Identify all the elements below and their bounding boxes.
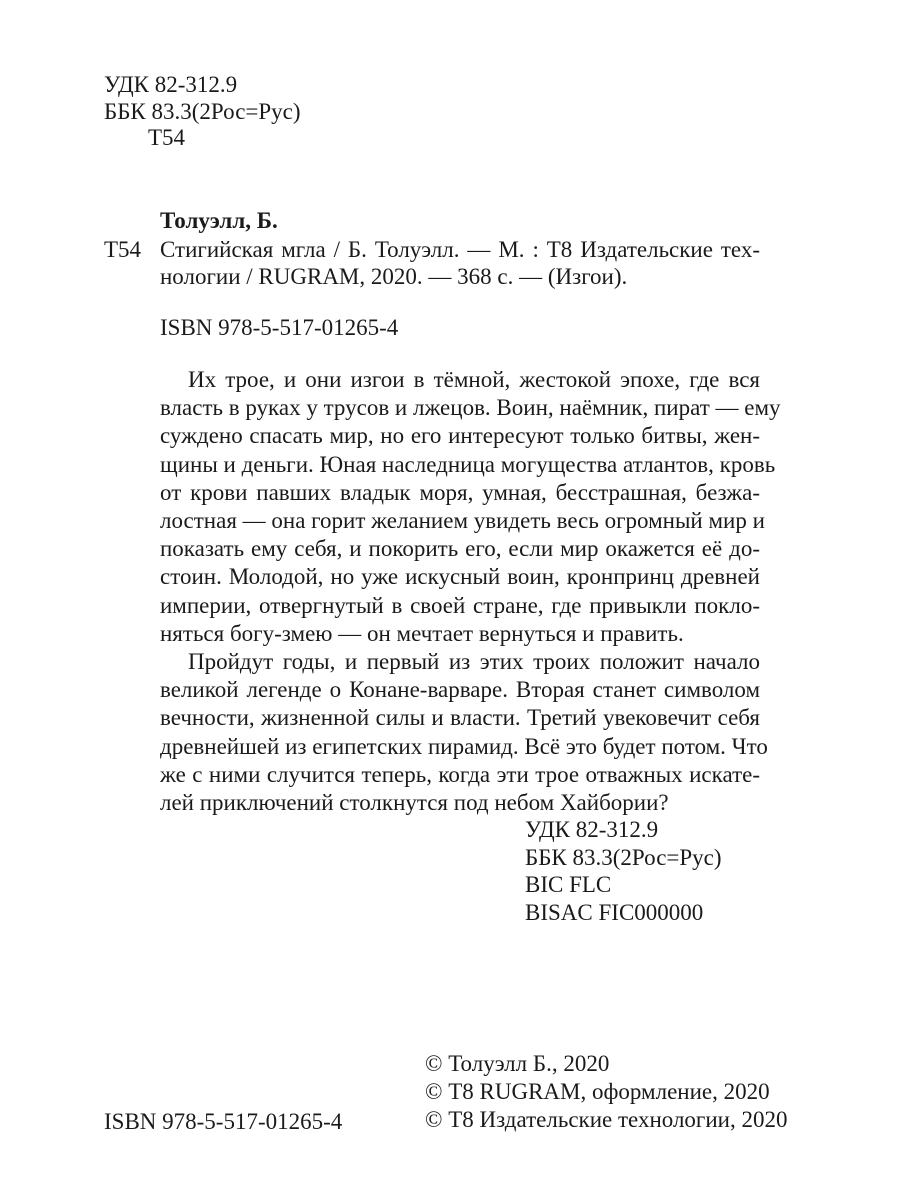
abstract-line: империи, отвергнутый в своей стране, где привыкли покло- [160,592,760,618]
abstract-line: же с ними случится теперь, когда эти трое отважных искате- [160,761,760,787]
abstract-line: вечности, жизненной силы и власти. Третий увековечит себя [160,705,760,731]
bibliographic-description [160,236,760,290]
abstract-line: Их трое, и они изгои в тёмной, жестокой эпохе, где вся [188,367,760,392]
abstract-paragraph-2 [160,648,768,817]
abstract-line: щины и деньги. Юная наследница могущества атлантов, кровь [160,451,776,477]
classification-codes [525,816,722,926]
abstract-line: няться богу-змею — он мечтает вернуться и править. [160,620,684,646]
bisac-code: BISAC FIC000000 [525,899,704,925]
bbk-code: ББК 83.3(2Рос=Рус) [104,98,301,124]
author-heading: Толуэлл, Б. [160,208,278,233]
copyright-line: © Т8 RUGRAM, оформление, 2020 [425,1079,770,1104]
abstract-line: древнейшей из египетских пирамид. Всё это будет потом. Что [160,733,768,759]
copyright-line: © Толуэлл Б., 2020 [425,1051,610,1076]
biblio-line: Стигийская мгла / Б. Толуэлл. — М. : Т8 Издательские тех- [160,237,760,262]
abstract-line: суждено спасать мир, но его интересуют только битвы, жен- [160,423,760,449]
abstract-line: показать ему себя, и покорить его, если мир окажется её до- [160,536,760,562]
copyright-line: © Т8 Издательские технологии, 2020 [425,1107,788,1132]
top-classification-codes [104,72,301,152]
abstract-paragraph-1 [160,366,781,648]
biblio-line: нологии / RUGRAM, 2020. — 368 с. — (Изгои). [160,264,628,289]
abstract-line: великой легенде о Конане-варваре. Вторая станет символом [160,677,760,703]
author-sign-left: Т54 [104,237,142,262]
udk-code: УДК 82-312.9 [525,817,659,842]
udk-code: УДК 82-312.9 [104,72,238,97]
abstract [160,366,781,817]
copyright-notices [425,1050,788,1134]
bbk-code: ББК 83.3(2Рос=Рус) [525,844,722,870]
bic-code: BIC FLC [525,872,612,897]
author-sign: Т54 [148,125,186,150]
isbn: ISBN 978-5-517-01265-4 [160,315,399,340]
abstract-line: Пройдут годы, и первый из этих троих положит начало [188,649,760,675]
abstract-line: стоин. Молодой, но уже искусный воин, кронпринц древней [160,564,760,590]
abstract-line: лостная — она горит желанием увидеть весь огромный мир и [160,508,765,534]
abstract-line: власть в руках у трусов и лжецов. Воин, наёмник, пират — ему [160,395,781,421]
abstract-line: от крови павших владык моря, умная, бесстрашная, безжа- [160,479,760,505]
footer-isbn: ISBN 978-5-517-01265-4 [104,1109,343,1134]
abstract-line: лей приключений столкнутся под небом Хайбории? [160,790,669,816]
